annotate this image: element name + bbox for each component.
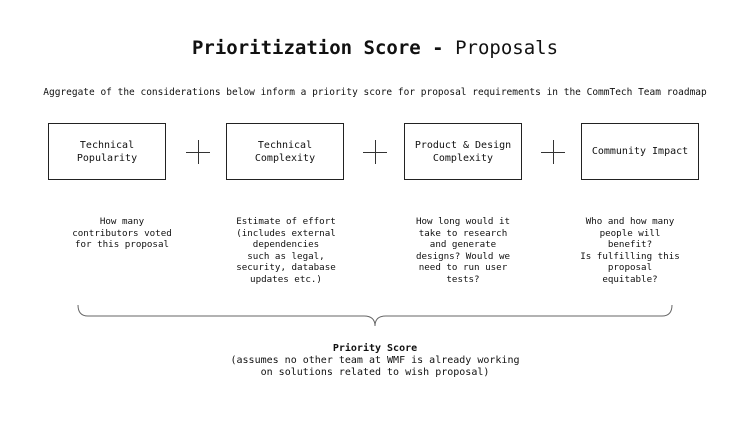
title-light: Proposals [455,37,559,59]
factor-box-technical-complexity: Technical Complexity [226,123,344,180]
factor-box-product-design-complexity: Product & Design Complexity [404,123,522,180]
factor-description-product-design-complexity: How long would it take to research and generate designs? Would we need to run user tests? [415,216,511,285]
factor-box-technical-popularity: Technical Popularity [48,123,166,180]
plus-icon [186,140,210,164]
title-bold: Prioritization Score - [191,37,444,59]
priority-score-note-line-1: (assumes no other team at WMF is already working [230,355,520,366]
diagram-title [0,36,750,60]
factor-box-community-impact: Community Impact [581,123,699,180]
factor-description-technical-popularity: How many contributors voted for this proposal [72,216,172,250]
subtitle: Aggregate of the considerations below inform a priority score for proposal requirements in the CommTech Team roadmap [43,87,707,98]
plus-icon [363,140,387,164]
curly-brace [0,300,750,330]
priority-score-note-line-2: on solutions related to wish proposal) [260,367,490,378]
priority-score-title: Priority Score [332,343,418,354]
factor-description-community-impact: Who and how many people will benefit? Is fulfilling this proposal equitable? [580,216,680,285]
plus-icon [541,140,565,164]
factor-description-technical-complexity: Estimate of effort (includes external dependencies such as legal, security, database updates etc.) [236,216,336,285]
